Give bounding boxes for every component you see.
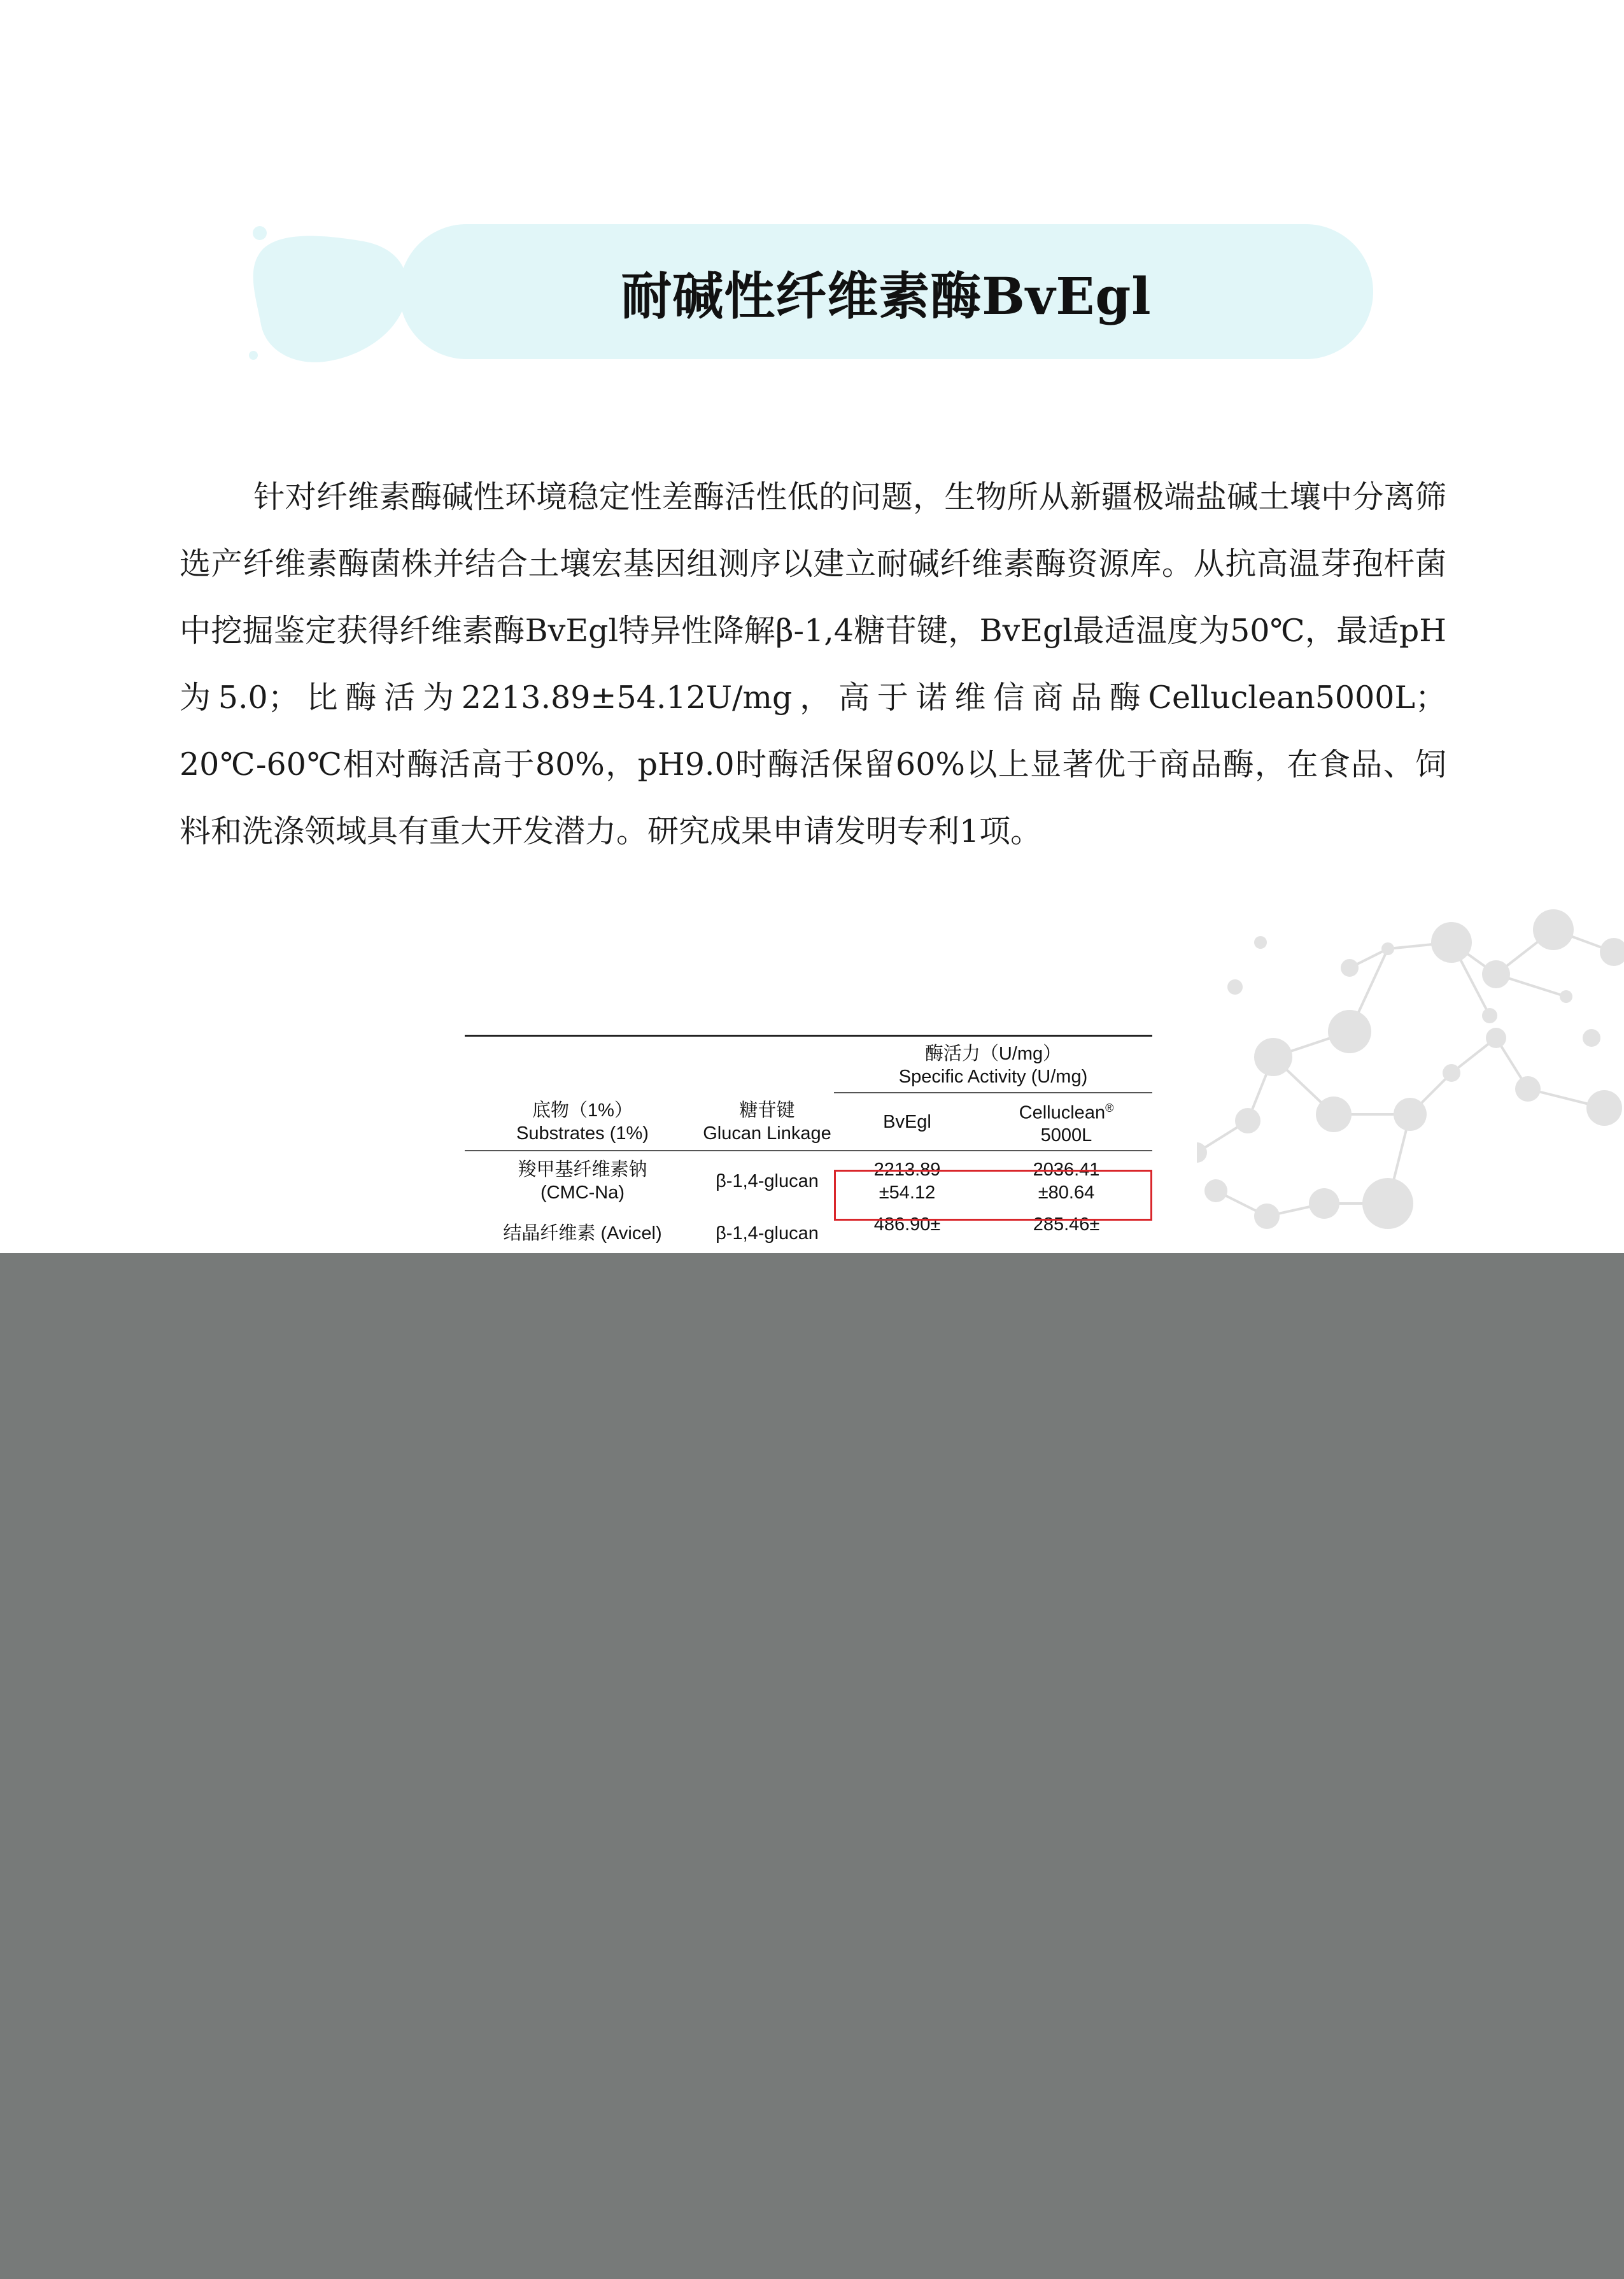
row1-substrate-cn: 羧甲基纤维素钠 [518,1159,647,1180]
molecule-network-icon [1197,904,1624,1261]
row1-bvegl-sd: ±54.12 [879,1182,936,1203]
registered-mark: ® [1105,1101,1114,1114]
page-title: 耐碱性纤维素酶BvEgl [621,266,1152,326]
header-linkage [700,1094,834,1151]
row2-substrate: 结晶纤维素 (Avicel) [503,1223,662,1244]
header-linkage-cn: 糖苷键 [739,1100,795,1121]
row1-celluclean-sd: ±80.64 [1038,1182,1095,1203]
header-celluclean-name: Celluclean [1019,1102,1106,1123]
group-header-en: Specific Activity (U/mg) [898,1066,1088,1087]
header-substrate [465,1094,700,1151]
header-linkage-en: Glucan Linkage [703,1123,831,1144]
header-substrate-en: Substrates (1%) [516,1123,649,1144]
grey-cover-block [0,1253,1624,2279]
header-celluclean-model: 5000L [1040,1125,1092,1146]
activity-table [465,1035,1152,1245]
row1-linkage: β-1,4-glucan [716,1170,819,1191]
header-substrate-cn: 底物（1%） [532,1100,633,1121]
paragraph-text: 针对纤维素酶碱性环境稳定性差酶活性低的问题，生物所从新疆极端盐碱土壤中分离筛选产纤维素酶菌株并结合土壤宏基因组测序以建立耐碱纤维素酶资源库。从抗高温芽孢杆菌中挖掘鉴定获得纤维素酶BvEgl特异性降解β-1,4糖苷键，BvEgl最适温度为50℃，最适pH为5.0；比酶活为2213.89±54.12U/mg，高于诺维信商品酶Celluclean5000L；20℃-60℃相对酶活高于80%，pH9.0时酶活保留60%以上显著优于商品酶，在食品、饲料和洗涤领域具有重大开发潜力。研究成果申请发明专利1项。 [180,479,1446,849]
row1-celluclean-mean: 2036.41 [1033,1159,1100,1180]
decorative-blob-icon [248,223,414,369]
row2-celluclean-mean: 285.46± [1033,1214,1100,1235]
row2-bvegl-mean: 486.90± [873,1214,941,1235]
body-paragraph [180,464,1446,865]
highlight-box [834,1170,1152,1221]
group-header-cn: 酶活力（U/mg） [924,1043,1062,1064]
header-celluclean [980,1094,1152,1151]
row1-substrate-en: (CMC-Na) [540,1182,625,1203]
row1-bvegl-mean: 2213.89 [873,1159,941,1180]
header-bvegl: BvEgl [883,1111,931,1132]
group-header [834,1039,1152,1093]
row2-linkage: β-1,4-glucan [716,1223,819,1244]
